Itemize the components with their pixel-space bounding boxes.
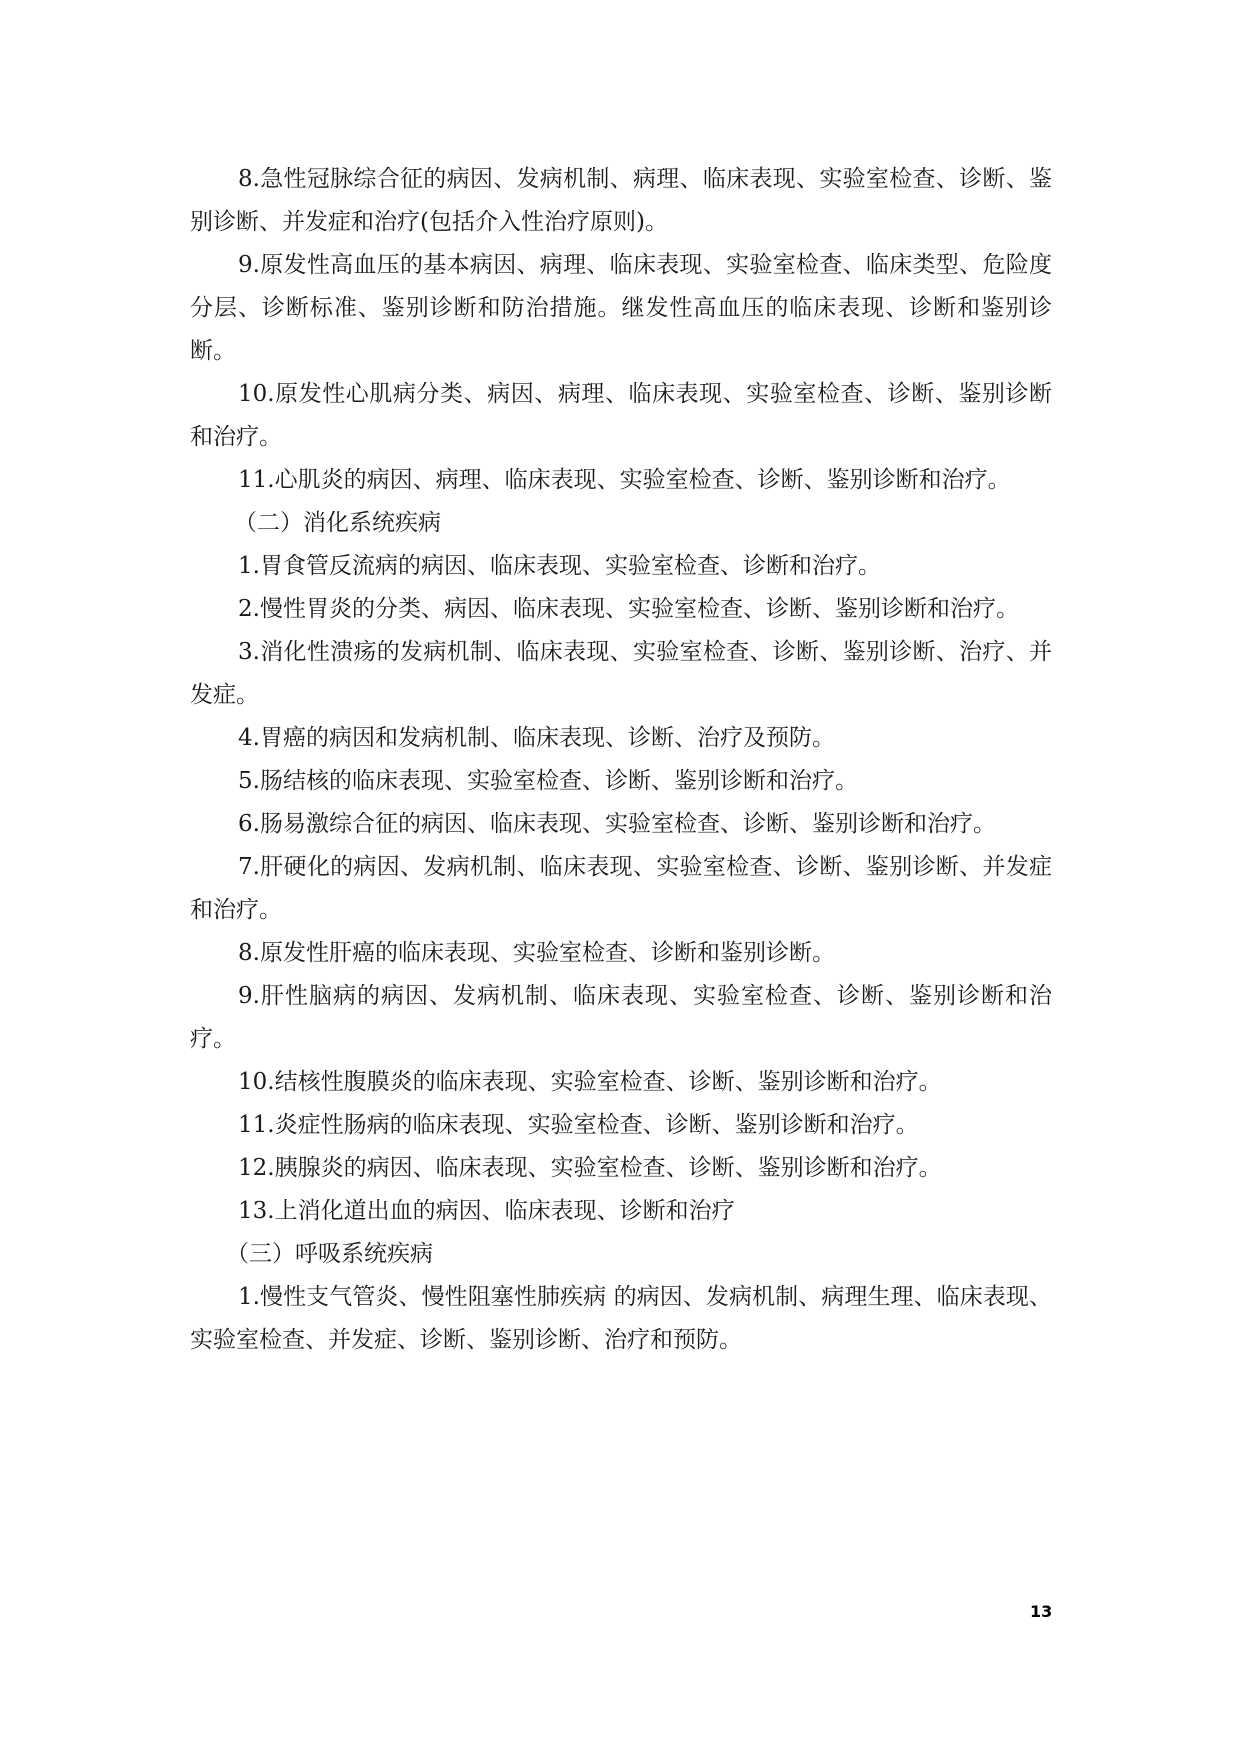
section-heading-digestive: （二）消化系统疾病: [234, 510, 441, 536]
list-item: 6.肠易激综合征的病因、临床表现、实验室检查、诊断、鉴别诊断和治疗。: [238, 811, 996, 837]
list-item: 9.原发性高血压的基本病因、病理、临床表现、实验室检查、临床类型、危险度分层、诊断标准、鉴别诊断和防治措施。继发性高血压的临床表现、诊断和鉴别诊断。: [190, 252, 1052, 364]
document-body: [190, 158, 1052, 1362]
list-item: 8.原发性肝癌的临床表现、实验室检查、诊断和鉴别诊断。: [238, 940, 835, 966]
list-item: 10.结核性腹膜炎的临床表现、实验室检查、诊断、鉴别诊断和治疗。: [238, 1069, 942, 1095]
section-heading-respiratory: （三）呼吸系统疾病: [226, 1241, 433, 1267]
list-item: 13.上消化道出血的病因、临床表现、诊断和治疗: [238, 1198, 735, 1224]
list-item: 1.胃食管反流病的病因、临床表现、实验室检查、诊断和治疗。: [238, 553, 881, 579]
list-item: 4.胃癌的病因和发病机制、临床表现、诊断、治疗及预防。: [238, 725, 835, 751]
list-item: 10.原发性心肌病分类、病因、病理、临床表现、实验室检查、诊断、鉴别诊断和治疗。: [190, 381, 1052, 450]
list-item: 2.慢性胃炎的分类、病因、临床表现、实验室检查、诊断、鉴别诊断和治疗。: [238, 596, 1019, 622]
list-item: 7.肝硬化的病因、发病机制、临床表现、实验室检查、诊断、鉴别诊断、并发症和治疗。: [190, 854, 1052, 923]
list-item: 1.慢性支气管炎、慢性阻塞性肺疾病 的病因、发病机制、病理生理、临床表现、实验室检查、并发症、诊断、鉴别诊断、治疗和预防。: [190, 1284, 1052, 1353]
list-item: 8.急性冠脉综合征的病因、发病机制、病理、临床表现、实验室检查、诊断、鉴别诊断、并发症和治疗(包括介入性治疗原则)。: [190, 166, 1052, 235]
list-item: 9.肝性脑病的病因、发病机制、临床表现、实验室检查、诊断、鉴别诊断和治疗。: [190, 983, 1052, 1052]
page-number: 13: [1030, 1602, 1053, 1621]
list-item: 11.炎症性肠病的临床表现、实验室检查、诊断、鉴别诊断和治疗。: [238, 1112, 919, 1138]
list-item: 11.心肌炎的病因、病理、临床表现、实验室检查、诊断、鉴别诊断和治疗。: [238, 467, 1011, 493]
list-item: 5.肠结核的临床表现、实验室检查、诊断、鉴别诊断和治疗。: [238, 768, 858, 794]
list-item: 12.胰腺炎的病因、临床表现、实验室检查、诊断、鉴别诊断和治疗。: [238, 1155, 942, 1181]
list-item: 3.消化性溃疡的发病机制、临床表现、实验室检查、诊断、鉴别诊断、治疗、并发症。: [190, 639, 1052, 708]
